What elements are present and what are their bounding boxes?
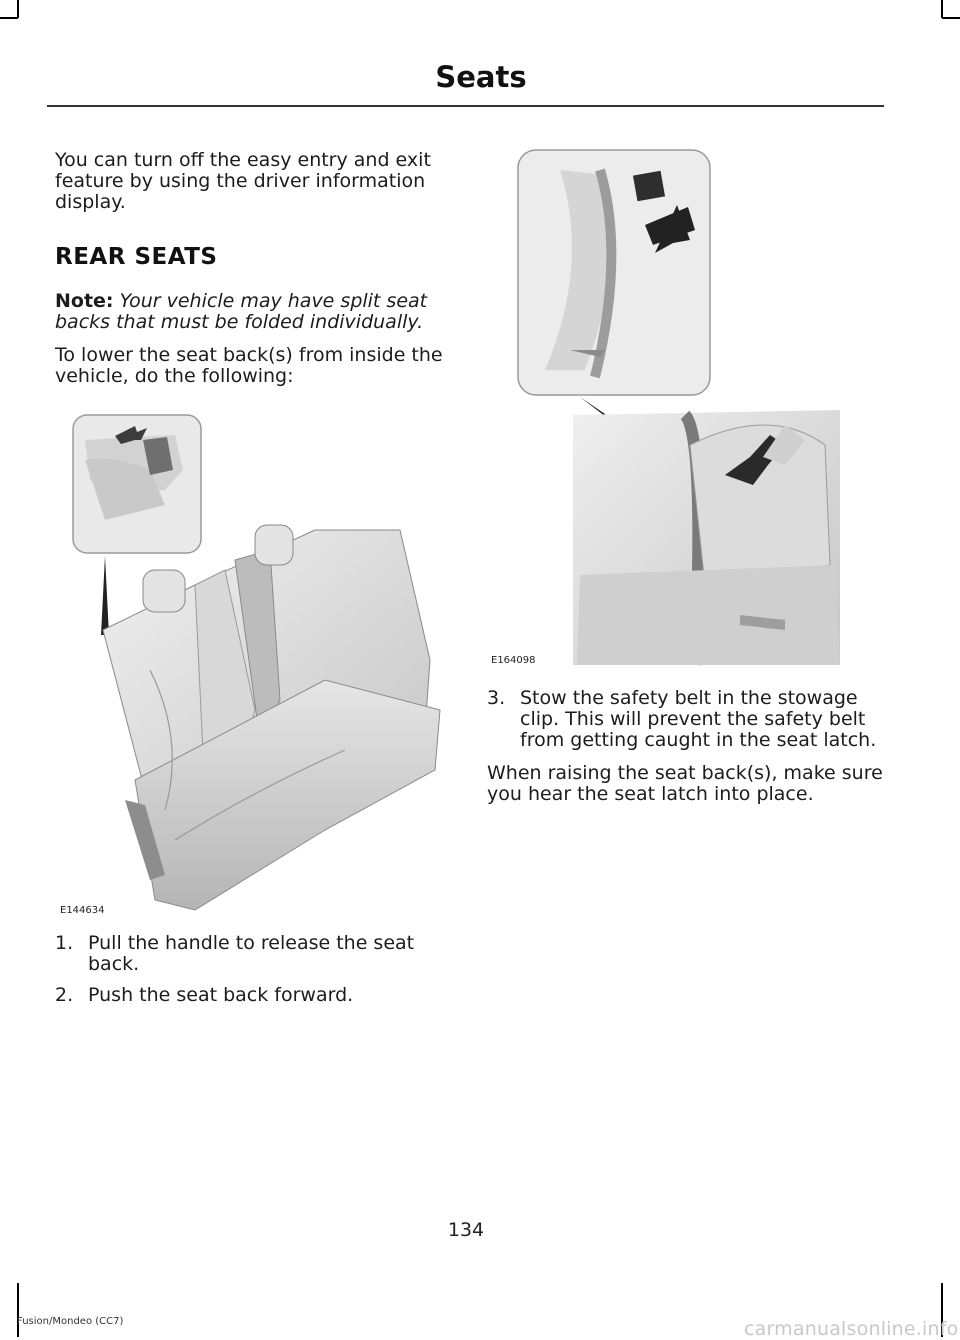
figure-code: E144634 [60, 905, 105, 916]
crop-mark [17, 0, 19, 18]
crop-mark [17, 1283, 19, 1337]
rear-seat-illustration [55, 410, 455, 920]
header-rule [47, 105, 884, 107]
intro-paragraph: You can turn off the easy entry and exit feature by using the driver information display. [55, 149, 431, 213]
list-item: 2. Push the seat back forward. [55, 984, 354, 1006]
note-label: Note: [55, 290, 114, 312]
closing-paragraph: When raising the seat back(s), make sure you hear the seat latch into place. [487, 762, 883, 805]
list-item: 3. Stow the safety belt in the stowage clip. This will prevent the safety belt from getting caught in the seat latch. [487, 687, 877, 751]
crop-mark [942, 17, 960, 19]
note-paragraph: Note: Your vehicle may have split seat backs that must be folded individually. [55, 290, 428, 333]
safety-belt-illustration [485, 145, 845, 670]
figure-code: E164098 [491, 655, 536, 666]
footer-model: Fusion/Mondeo (CC7) [17, 1316, 124, 1327]
instruction-paragraph: To lower the seat back(s) from inside the vehicle, do the following: [55, 344, 443, 387]
section-heading: REAR SEATS [55, 244, 218, 270]
watermark: carmanualsonline.info [744, 1318, 959, 1340]
page-title: Seats [435, 60, 527, 94]
crop-mark [941, 0, 943, 18]
page-number: 134 [447, 1219, 485, 1241]
list-item: 1. Pull the handle to release the seat back. [55, 932, 415, 975]
crop-mark [0, 17, 18, 19]
